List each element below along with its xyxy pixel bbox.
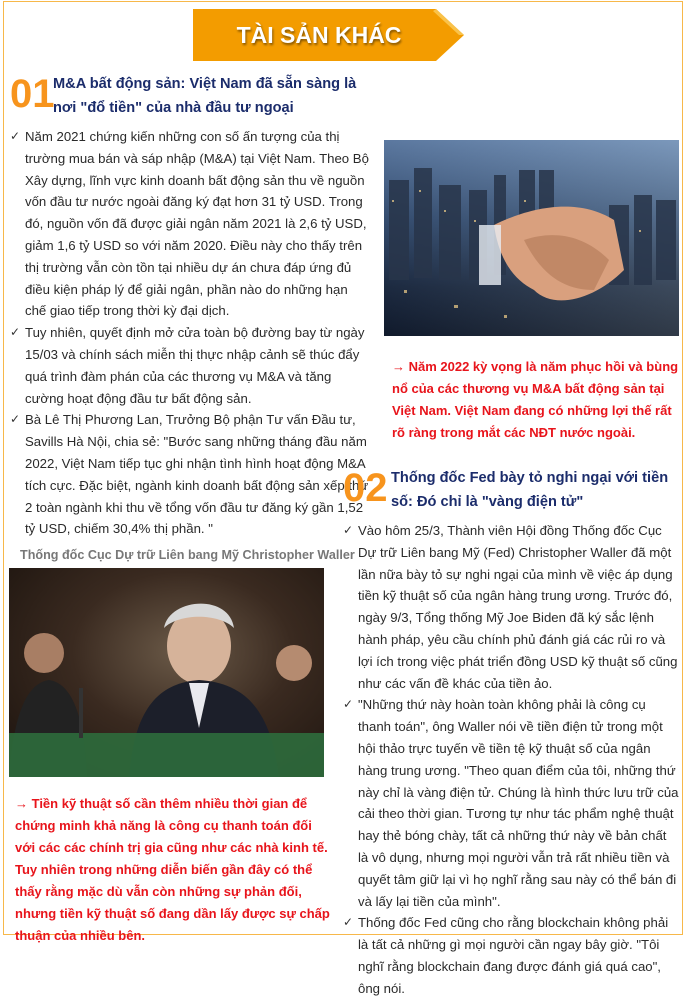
bullet-list bbox=[10, 126, 372, 540]
section-number: 02 bbox=[343, 466, 388, 510]
section-banner bbox=[193, 9, 465, 61]
bullet-area bbox=[10, 126, 372, 540]
section-header bbox=[10, 72, 372, 120]
list-item bbox=[343, 694, 679, 912]
banner-title: TÀI SẢN KHÁC bbox=[236, 22, 402, 48]
bullet-text: Bà Lê Thị Phương Lan, Trưởng Bộ phận Tư vấn Đầu tư, Savills Hà Nội, chia sẻ: "Bước sang những tháng đầu năm 2022, Việt Nam tiếp tục ghi nhận tình hình hoạt động M&A tích cực. Đặc biệt, ngành kinh doanh bất động sản xếp thứ 2 toàn ngành khi thu về tổng vốn đầu tư đăng ký gần 1,52 tỷ USD, chiếm 30,4% thị phần. " bbox=[25, 412, 369, 537]
right-column bbox=[343, 140, 679, 1000]
check-icon: ✓ bbox=[343, 697, 354, 712]
section-header bbox=[343, 466, 679, 514]
section-title: M&A bất động sản: Việt Nam đã sẵn sàng là nơi "đổ tiền" của nhà đầu tư ngoại bbox=[53, 76, 357, 116]
list-item bbox=[343, 912, 679, 999]
list-item bbox=[10, 322, 372, 409]
bullet-text: Tuy nhiên, quyết định mở cửa toàn bộ đường bay từ ngày 15/03 và chính sách miễn thị thực nhập cảnh sẽ thúc đẩy quá trình đàm phán của các thương vụ M&A và tăng cường hoạt động đầu tư bất động sản. bbox=[25, 325, 365, 406]
section-title: Thống đốc Fed bày tỏ nghi ngại với tiền số: Đó chỉ là "vàng điện tử" bbox=[391, 470, 669, 510]
list-item bbox=[10, 126, 372, 322]
check-icon: ✓ bbox=[10, 412, 21, 427]
hearing-illustration bbox=[9, 568, 324, 777]
photo-caption: Thống đốc Cục Dự trữ Liên bang Mỹ Christopher Waller bbox=[20, 548, 355, 563]
bullet-text: Vào hôm 25/3, Thành viên Hội đồng Thống đốc Cục Dự trữ Liên bang Mỹ (Fed) Christopher Waller đã một lần nữa bày tỏ sự nghi ngại của mình về việc áp dụng tiền kỹ thuật số của ngân hàng trung ương. Trước đó, ngày 9/3, Tổng thống Mỹ Joe Biden đã ký sắc lệnh hành pháp, yêu cầu chính phủ đánh giá các rủi ro và lợi ích trong việc phát triển đồng USD kỹ thuật số cũng như các vấn đề khác của tiền ảo. bbox=[358, 523, 678, 691]
section-conclusion: → Năm 2022 kỳ vọng là năm phục hồi và bùng nổ của các thương vụ M&A bất động sản tại Việt Nam. Việt Nam đang có những lợi thế rất rõ ràng trong mắt các NĐT nước ngoài. bbox=[392, 359, 679, 440]
bullet-list bbox=[343, 520, 679, 1000]
check-icon: ✓ bbox=[10, 129, 21, 143]
check-icon: ✓ bbox=[10, 325, 21, 340]
section-conclusion: → Tiền kỹ thuật số cần thêm nhiều thời gian để chứng minh khả năng là công cụ thanh toán đối với các các chính trị gia cũng như các nhà kinh tế. Tuy nhiên trong những diễn biến gần đây có thể thấy rằng mặc dù vẫn còn những sự phản đối, nhưng tiền kỹ thuật số đang dần lấy được sự chấp thuận của nhiều bên. bbox=[15, 796, 330, 944]
christopher-waller-photo bbox=[9, 568, 324, 777]
check-icon: ✓ bbox=[343, 915, 354, 930]
bullet-text: "Những thứ này hoàn toàn không phải là công cụ thanh toán", ông Waller nói về tiền điện tử trong một hội thảo trực tuyến về tiền tệ kỹ thuật số của ngân hàng trung ương. "Theo quan điểm của tôi, những thứ này chỉ là vàng điện tử. Chúng là hình thức lưu trữ của cải theo thời gian. Tương tự như tác phẩm nghệ thuật hay thẻ bóng chày, tất cả những thứ này về bản chất là vô dụng, nhưng mọi người vẫn trả rất nhiều tiền và quyết tâm giữ lại vì họ nghĩ rằng sau này có thể bán đi và lấy lại tiền của mình". bbox=[358, 697, 679, 909]
bullet-text: Năm 2021 chứng kiến những con số ấn tượng của thị trường mua bán và sáp nhập (M&A) tại Việt Nam. Theo Bộ Xây dựng, lĩnh vực kinh doanh bất động sản thu về nguồn vốn đầu tư nước ngoài đăng ký đạt hơn 31 tỷ USD. Trong đó, nguồn vốn đã được giải ngân năm 2021 là 2,6 tỷ USD, giảm 1,6 tỷ USD so với năm 2020. Điều này cho thấy trên thị trường vẫn còn tồn tại nhiều dự án chưa đáp ứng đủ điều kiện pháp lý để giải ngân, phần nào do những hạn chế giao tiếp trong thời kỳ đại dịch. bbox=[25, 129, 369, 319]
check-icon: ✓ bbox=[343, 523, 354, 537]
list-item bbox=[10, 409, 372, 540]
city-skyline-illustration bbox=[384, 140, 679, 336]
left-column bbox=[10, 72, 372, 947]
bullet-text: Thống đốc Fed cũng cho rằng blockchain không phải là tất cả những gì mọi người cần ngay bây giờ. "Tôi nghĩ rằng blockchain đang được đánh giá quá cao", ông nói. bbox=[358, 915, 669, 996]
handshake-image bbox=[384, 140, 679, 336]
section-number: 01 bbox=[10, 72, 55, 116]
list-item bbox=[343, 520, 679, 694]
